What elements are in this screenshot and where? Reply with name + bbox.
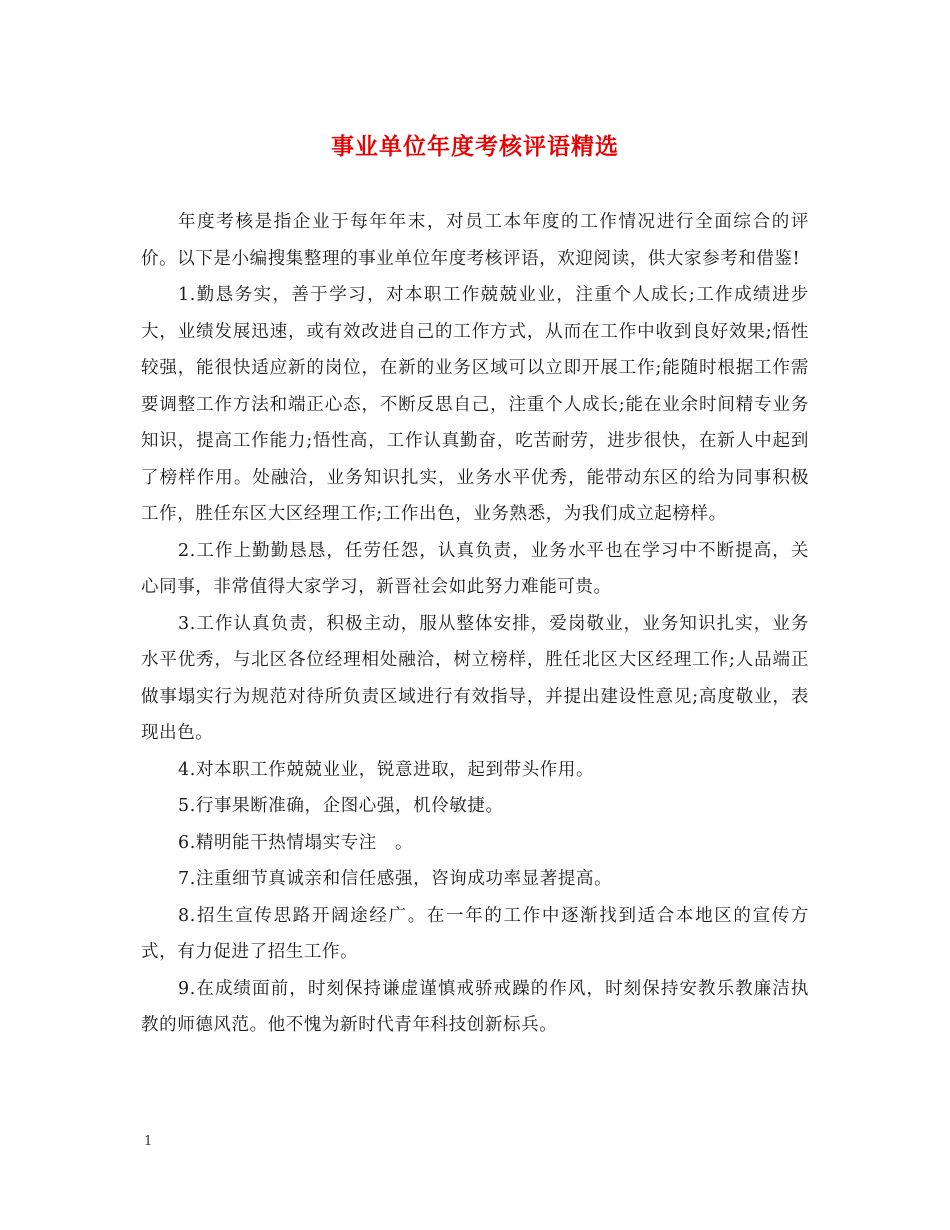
document-body [141, 204, 809, 1044]
comment-item-2: 2.工作上勤勤恳恳，任劳任怨，认真负责，业务水平也在学习中不断提高，关心同事，非常值得大家学习，新晋社会如此努力难能可贵。 [141, 540, 809, 597]
intro-paragraph: 年度考核是指企业于每年年末，对员工本年度的工作情况进行全面综合的评价。以下是小编搜集整理的事业单位年度考核评语，欢迎阅读，供大家参考和借鉴! [141, 212, 809, 269]
comment-item-3: 3.工作认真负责，积极主动，服从整体安排，爱岗敬业，业务知识扎实，业务水平优秀，与北区各位经理相处融洽，树立榜样，胜任北区大区经理工作;人品端正做事塌实行为规范对待所负责区域进行有效指导，并提出建设性意见;高度敬业，表现出色。 [141, 613, 809, 743]
comment-item-4: 4.对本职工作兢兢业业，锐意进取，起到带头作用。 [178, 759, 595, 780]
comment-item-9: 9.在成绩面前，时刻保持谦虚谨慎戒骄戒躁的作风，时刻保持安教乐教廉洁执教的师德风范。他不愧为新时代青年科技创新标兵。 [141, 978, 809, 1035]
comment-item-5: 5.行事果断准确，企图心强，机伶敏捷。 [178, 796, 504, 816]
comment-item-1: 1.勤恳务实，善于学习，对本职工作兢兢业业，注重个人成长;工作成绩进步大，业绩发展迅速，或有效改进自己的工作方式，从而在工作中收到良好效果;悟性较强，能很快适应新的岗位，在新的业务区域可以立即开展工作;能随时根据工作需要调整工作方法和端正心态，不断反思自己，注重个人成长;能在业余时间精专业务知识，提高工作能力;悟性高，工作认真勤奋，吃苦耐劳，进步很快，在新人中起到了榜样作用。处融洽，业务知识扎实，业务水平优秀，能带动东区的给为同事积极工作，胜任东区大区经理工作;工作出色，业务熟悉，为我们成立起榜样。 [141, 285, 809, 524]
document-title: 事业单位年度考核评语精选 [331, 133, 619, 160]
page-number: 1 [144, 1134, 153, 1149]
comment-item-7: 7.注重细节真诚亲和信任感强，咨询成功率显著提高。 [178, 869, 613, 889]
comment-item-8: 8.招生宣传思路开阔途经广。在一年的工作中逐渐找到适合本地区的宣传方式，有力促进了招生工作。 [141, 905, 809, 962]
comment-item-6: 6.精明能干热情塌实专注 。 [178, 832, 414, 853]
